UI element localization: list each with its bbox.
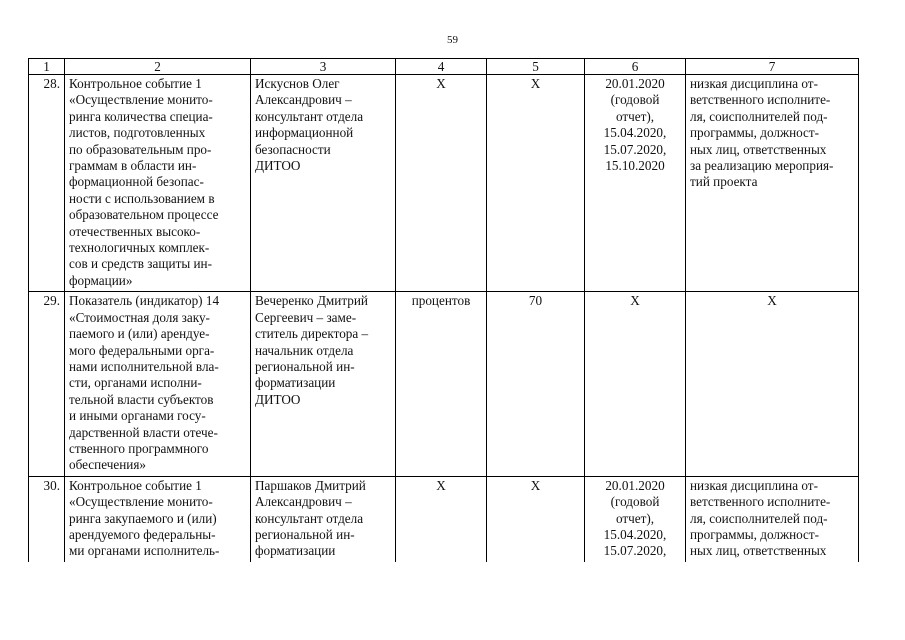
unit-cell: Х xyxy=(396,476,487,562)
program-table xyxy=(28,58,859,562)
column-header: 4 xyxy=(396,59,487,75)
row-number: 30. xyxy=(29,476,65,562)
column-header: 7 xyxy=(686,59,859,75)
column-header: 2 xyxy=(65,59,251,75)
table-header-row xyxy=(29,59,859,75)
column-header: 1 xyxy=(29,59,65,75)
table-row xyxy=(29,292,859,476)
table-row xyxy=(29,75,859,292)
page-number: 59 xyxy=(447,34,458,46)
risk-description: низкая дисциплина от- ветственного исполните- ля, соисполнителей под- программы, должност- ных лиц, ответственных за реализацию мероприя- тий проекта xyxy=(686,75,859,292)
event-description: Контрольное событие 1 «Осуществление монито- ринга количества специа- листов, подготовленных по образовательным про- граммам в области ин- формационной безопас- ности с использованием в образовательном процессе отечественных высоко- технологичных комплек- сов и средств защиты ин- формации» xyxy=(65,75,251,292)
responsible-person: Вечеренко Дмитрий Сергеевич – заме- ститель директора – начальник отдела региональной ин- форматизации ДИТОО xyxy=(251,292,396,476)
unit-cell: процентов xyxy=(396,292,487,476)
deadline-dates: Х xyxy=(585,292,686,476)
value-cell: Х xyxy=(487,75,585,292)
column-header: 3 xyxy=(251,59,396,75)
responsible-person: Паршаков Дмитрий Александрович – консультант отдела региональной ин- форматизации xyxy=(251,476,396,562)
value-cell: 70 xyxy=(487,292,585,476)
event-description: Контрольное событие 1 «Осуществление монито- ринга закупаемого и (или) арендуемого федеральны- ми органами исполнитель- xyxy=(65,476,251,562)
column-header: 5 xyxy=(487,59,585,75)
table-row xyxy=(29,476,859,562)
column-header: 6 xyxy=(585,59,686,75)
responsible-person: Искуснов Олег Александрович – консультант отдела информационной безопасности ДИТОО xyxy=(251,75,396,292)
deadline-dates: 20.01.2020 (годовой отчет), 15.04.2020, 15.07.2020, 15.10.2020 xyxy=(585,75,686,292)
row-number: 29. xyxy=(29,292,65,476)
row-number: 28. xyxy=(29,75,65,292)
value-cell: Х xyxy=(487,476,585,562)
deadline-dates: 20.01.2020 (годовой отчет), 15.04.2020, 15.07.2020, xyxy=(585,476,686,562)
risk-description: Х xyxy=(686,292,859,476)
unit-cell: Х xyxy=(396,75,487,292)
indicator-description: Показатель (индикатор) 14 «Стоимостная доля заку- паемого и (или) арендуе- мого федеральными орга- нами исполнительной вла- сти, органами исполни- тельной власти субъектов и иными органами госу- дарственной власти отече- ственного программного обеспечения» xyxy=(65,292,251,476)
risk-description: низкая дисциплина от- ветственного исполните- ля, соисполнителей под- программы, должност- ных лиц, ответственных xyxy=(686,476,859,562)
